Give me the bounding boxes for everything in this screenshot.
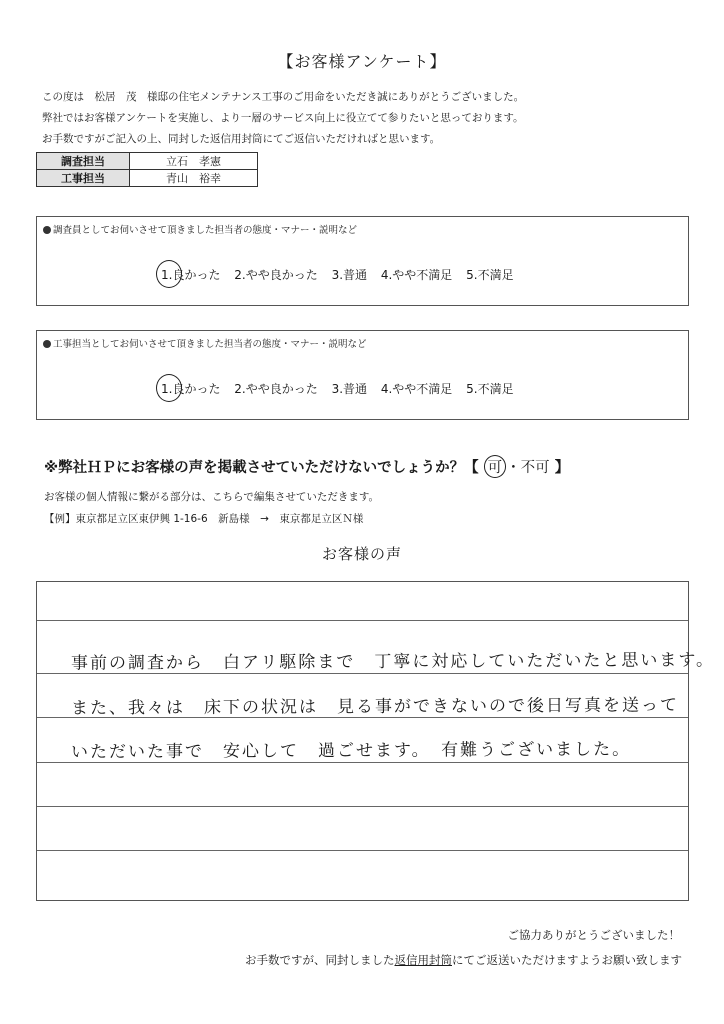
ruled-line [37, 620, 688, 621]
handwritten-line-1: 事前の調査から 白アリ駆除まで 丁寧に対応していただいたと思います。 [70, 650, 716, 674]
survey-title: 【お客様アンケート】 [277, 52, 447, 71]
option-3[interactable]: 3.普通 [331, 382, 368, 396]
option-5[interactable]: 5.不満足 [466, 382, 514, 396]
voice-comment-box [36, 581, 716, 901]
question-2-options [161, 380, 524, 397]
question-1-label: 調査員としてお伺いさせて頂きました担当者の態度・マナー・説明など [43, 222, 357, 236]
privacy-note: お客様の個人情報に繋がる部分は、こちらで編集させていただきます。 [44, 491, 380, 503]
option-4[interactable]: 4.やや不満足 [380, 268, 453, 282]
intro-line-2: 弊社ではお客様アンケートを実施し、より一層のサービス向上に役立てて参りたいと思っております。 [42, 112, 524, 124]
publish-yes-option[interactable]: 可 [484, 455, 507, 478]
bullet-icon [43, 226, 51, 234]
option-1[interactable]: 1.良かった [161, 266, 220, 283]
option-3[interactable]: 3.普通 [331, 268, 368, 282]
option-2[interactable]: 2.やや良かった [234, 382, 318, 396]
option-1[interactable]: 1.良かった [161, 380, 220, 397]
ruled-line [37, 806, 688, 807]
selected-circle-icon [156, 260, 182, 288]
staff-row [37, 153, 258, 170]
publish-close: 】 [554, 460, 570, 476]
privacy-example: 【例】東京都足立区東伊興 1-16-6 新島様 → 東京都足立区Ｎ様 [44, 513, 364, 525]
voice-title: お客様の声 [321, 545, 402, 563]
publish-no-option[interactable]: 不可 [520, 460, 550, 476]
publish-question: ※弊社ＨＰにお客様の声を掲載させていただけないでしょうか？【 [44, 460, 479, 476]
question-1-options [161, 266, 524, 283]
return-envelope-text: 返信用封筒 [394, 953, 452, 967]
question-1-box [36, 216, 689, 306]
staff-role: 調査担当 [37, 153, 130, 170]
staff-role: 工事担当 [37, 170, 130, 187]
option-4[interactable]: 4.やや不満足 [380, 382, 453, 396]
staff-name: 青山 裕幸 [130, 170, 258, 187]
ruled-line [37, 762, 688, 763]
option-5[interactable]: 5.不満足 [466, 268, 514, 282]
publish-separator: ・ [506, 460, 521, 476]
option-2[interactable]: 2.やや良かった [234, 268, 318, 282]
staff-name: 立石 孝憲 [130, 153, 258, 170]
question-2-label: 工事担当としてお伺いさせて頂きました担当者の態度・マナー・説明など [43, 336, 367, 350]
thanks-message: ご協力ありがとうございました！ [507, 928, 680, 942]
staff-row [37, 170, 258, 187]
handwritten-line-3: いただいた事で 安心して 過ごせます。 有難うございました。 [70, 739, 632, 763]
intro-line-1: この度は 松居 茂 様邸の住宅メンテナンス工事のご用命をいただき誠にありがとうございました。 [42, 91, 525, 103]
ruled-line [37, 850, 688, 851]
publish-consent [44, 455, 569, 478]
staff-table [36, 152, 258, 187]
intro-line-3: お手数ですがご記入の上、同封した返信用封筒にてご返信いただければと思います。 [42, 133, 441, 145]
return-note: お手数ですが、同封しました返信用封筒にてご返送いただけますようお願い致します [245, 953, 682, 967]
question-2-box [36, 330, 689, 420]
selected-circle-icon [156, 374, 182, 402]
bullet-icon [43, 340, 51, 348]
handwritten-line-2: また、我々は 床下の状況は 見る事ができないので後日写真を送って [70, 695, 680, 719]
